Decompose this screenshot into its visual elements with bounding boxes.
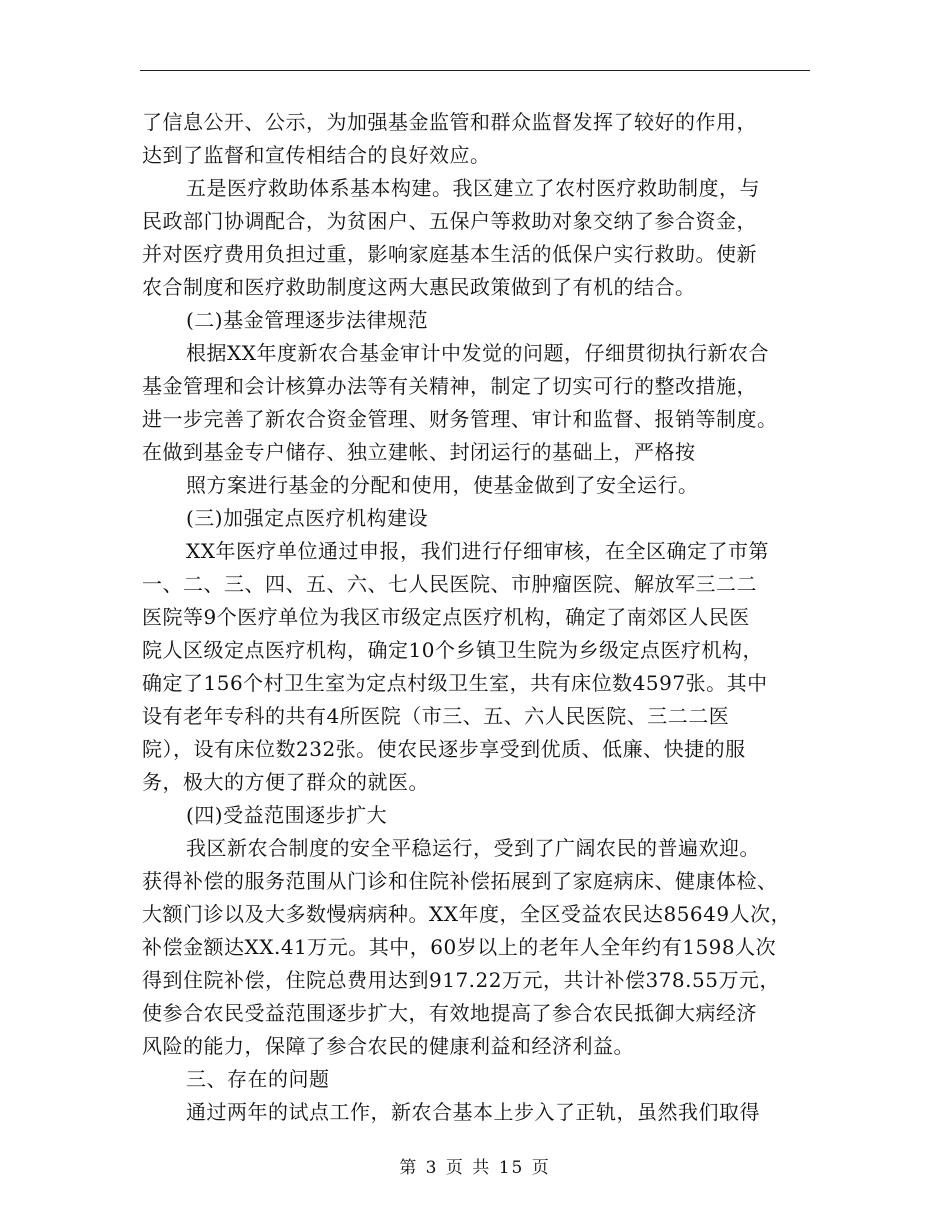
page-number-footer: 第 3 页 共 15 页 <box>399 1158 551 1178</box>
text-line: 农合制度和医疗救助制度这两大惠民政策做到了有机的结合。 <box>142 275 696 299</box>
text-line: 院人区级定点医疗机构，确定10个乡镇卫生院为乡级定点医疗机构， <box>142 638 763 662</box>
text-line: 根据XX年度新农合基金审计中发觉的问题，仔细贯彻执行新农合 <box>186 341 769 365</box>
section-heading: (二)基金管理逐步法律规范 <box>186 308 429 332</box>
text-line: 设有老年专科的共有4所医院（市三、五、六人民医院、三二二医 <box>142 704 730 728</box>
text-line: 风险的能力，保障了参合农民的健康利益和经济利益。 <box>142 1034 634 1058</box>
text-line: 一、二、三、四、五、六、七人民医院、市肿瘤医院、解放军三二二 <box>142 572 757 596</box>
text-line: 了信息公开、公示，为加强基金监管和群众监督发挥了较好的作用， <box>142 110 757 134</box>
text-line: 务，极大的方便了群众的就医。 <box>142 770 429 794</box>
text-line: 医院等9个医疗单位为我区市级定点医疗机构，确定了南郊区人民医 <box>142 605 750 629</box>
text-line: 院），设有床位数232张。使农民逐步享受到优质、低廉、快捷的服 <box>142 737 746 761</box>
text-line: 使参合农民受益范围逐步扩大，有效地提高了参合农民抵御大病经济 <box>142 1001 757 1025</box>
section-heading: (三)加强定点医疗机构建设 <box>186 506 429 530</box>
text-line: 基金管理和会计核算办法等有关精神，制定了切实可行的整改措施， <box>142 374 757 398</box>
text-line: 达到了监督和宣传相结合的良好效应。 <box>142 143 491 167</box>
text-line: 通过两年的试点工作，新农合基本上步入了正轨，虽然我们取得 <box>186 1100 760 1124</box>
text-line: 大额门诊以及大多数慢病病种。XX年度，全区受益农民达85649人次， <box>142 902 792 926</box>
text-line: 并对医疗费用负担过重，影响家庭基本生活的低保户实行救助。使新 <box>142 242 757 266</box>
text-line: 照方案进行基金的分配和使用，使基金做到了安全运行。 <box>186 473 699 497</box>
text-line: 获得补偿的服务范围从门诊和住院补偿拓展到了家庭病床、健康体检、 <box>142 869 778 893</box>
text-line: 进一步完善了新农合资金管理、财务管理、审计和监督、报销等制度。 <box>142 407 778 431</box>
text-line: 得到住院补偿，住院总费用达到917.22万元，共计补偿378.55万元， <box>142 968 780 992</box>
text-line: 民政部门协调配合，为贫困户、五保户等救助对象交纳了参合资金， <box>142 209 757 233</box>
text-line: 在做到基金专户储存、独立建帐、封闭运行的基础上，严格按 <box>142 440 696 464</box>
text-line: 确定了156个村卫生室为定点村级卫生室，共有床位数4597张。其中 <box>142 671 768 695</box>
text-line: 五是医疗救助体系基本构建。我区建立了农村医疗救助制度，与 <box>186 176 760 200</box>
text-line: 我区新农合制度的安全平稳运行，受到了广阔农民的普遍欢迎。 <box>186 836 760 860</box>
header-rule <box>140 70 810 71</box>
section-heading: 三、存在的问题 <box>186 1067 330 1091</box>
text-line: XX年医疗单位通过申报，我们进行仔细审核，在全区确定了市第 <box>186 539 769 563</box>
section-heading: (四)受益范围逐步扩大 <box>186 803 388 827</box>
text-line: 补偿金额达XX.41万元。其中，60岁以上的老年人全年约有1598人次 <box>142 935 777 959</box>
document-body <box>142 106 812 1129</box>
